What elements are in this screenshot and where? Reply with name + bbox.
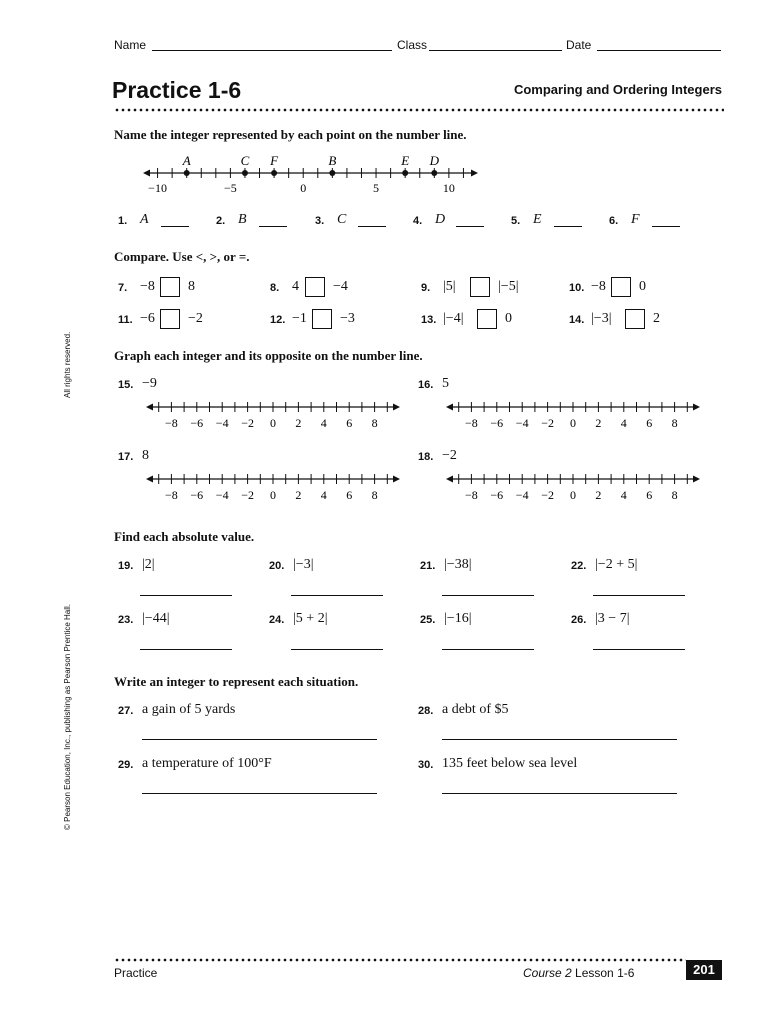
compare-left: |5|: [443, 279, 456, 294]
absolute-value-expression: |−38|: [444, 557, 472, 572]
tick-label: −6: [190, 416, 204, 430]
page-subtitle: Comparing and Ordering Integers: [513, 82, 722, 97]
problem-number: 24.: [269, 614, 285, 626]
problem-number: 29.: [118, 759, 134, 771]
arrow-right-icon: [693, 404, 700, 411]
problem-number: 15.: [118, 379, 134, 391]
compare-right: |−5|: [498, 279, 519, 294]
footer-divider: [114, 958, 686, 962]
problem-number: 13.: [421, 314, 437, 326]
tick-label: 2: [295, 416, 302, 430]
tick-label: 0: [570, 416, 576, 430]
problem-point: B: [238, 212, 247, 227]
answer-blank[interactable]: [142, 739, 377, 740]
page-title: Practice 1-6: [112, 77, 242, 103]
tick-label: 2: [595, 416, 602, 430]
tick-label: −8: [465, 488, 478, 502]
tick-label: −4: [515, 416, 529, 430]
answer-blank[interactable]: [358, 226, 386, 227]
problem-number: 2.: [216, 215, 226, 227]
rights-notice: All rights reserved.: [63, 331, 72, 398]
course-name: Course 2: [523, 966, 572, 980]
tick-label: 6: [646, 488, 653, 502]
title-divider: [114, 108, 724, 112]
tick-label: −2: [241, 416, 254, 430]
compare-box[interactable]: [611, 277, 631, 297]
arrow-left-icon: [146, 476, 153, 483]
absolute-value-expression: |−3|: [293, 557, 314, 572]
point-b: [329, 170, 335, 176]
point-f: [271, 170, 277, 176]
compare-left: −8: [140, 279, 155, 294]
arrow-right-icon: [393, 404, 400, 411]
tick-label: 6: [646, 416, 653, 430]
problem-number: 9.: [421, 282, 431, 294]
point-label: C: [240, 153, 250, 168]
tick-label: 2: [295, 488, 302, 502]
arrow-left-icon: [446, 404, 453, 411]
graph-number-line[interactable]: [142, 470, 404, 504]
tick-label: −8: [165, 416, 178, 430]
point-label: F: [270, 153, 279, 168]
tick-label: 5: [373, 181, 380, 195]
problem-point: F: [631, 212, 640, 227]
tick-label: −2: [241, 488, 254, 502]
problem-number: 19.: [118, 560, 134, 572]
tick-label: 10: [442, 181, 455, 195]
problem-number: 30.: [418, 759, 434, 771]
problem-number: 21.: [420, 560, 436, 572]
class-field[interactable]: [429, 50, 562, 51]
graph-value: −2: [442, 448, 457, 463]
point-d: [431, 170, 437, 176]
point-label: B: [328, 153, 337, 168]
answer-blank[interactable]: [593, 595, 685, 596]
tick-label: 0: [270, 488, 276, 502]
problem-number: 4.: [413, 215, 423, 227]
point-label: E: [401, 153, 410, 168]
answer-blank[interactable]: [291, 595, 383, 596]
number-line-main: [138, 150, 483, 200]
answer-blank[interactable]: [142, 793, 377, 794]
section4-instruction: Find each absolute value.: [114, 529, 255, 544]
problem-number: 10.: [569, 282, 585, 294]
graph-value: −9: [142, 376, 157, 391]
problem-number: 6.: [609, 215, 619, 227]
tick-label: 6: [346, 416, 353, 430]
absolute-value-expression: |−44|: [142, 611, 170, 626]
compare-right: −3: [340, 311, 355, 326]
compare-left: −8: [591, 279, 606, 294]
compare-box[interactable]: [160, 277, 180, 297]
problem-number: 22.: [571, 560, 587, 572]
problem-number: 17.: [118, 451, 134, 463]
graph-value: 5: [442, 376, 449, 391]
problem-number: 8.: [270, 282, 280, 294]
arrow-left-icon: [446, 476, 453, 483]
compare-right: 0: [505, 311, 512, 326]
situation-text: 135 feet below sea level: [442, 756, 578, 771]
problem-number: 3.: [315, 215, 325, 227]
answer-blank[interactable]: [456, 226, 484, 227]
problem-number: 27.: [118, 705, 134, 717]
problem-number: 20.: [269, 560, 285, 572]
problem-point: C: [337, 212, 347, 227]
arrow-right-icon: [471, 170, 478, 177]
compare-right: −4: [333, 279, 348, 294]
section3-instruction: Graph each integer and its opposite on the number line.: [114, 348, 423, 363]
section1-instruction: Name the integer represented by each point on the number line.: [114, 127, 467, 142]
answer-blank[interactable]: [442, 739, 677, 740]
situation-text: a temperature of 100°F: [142, 756, 272, 771]
answer-blank[interactable]: [291, 649, 383, 650]
problem-number: 12.: [270, 314, 286, 326]
point-e: [402, 170, 408, 176]
answer-blank[interactable]: [442, 649, 534, 650]
graph-number-line[interactable]: [142, 398, 404, 432]
footer-label: Practice: [114, 966, 158, 980]
point-c: [242, 170, 248, 176]
tick-label: −6: [190, 488, 204, 502]
absolute-value-expression: |3 − 7|: [595, 611, 630, 626]
absolute-value-expression: |−2 + 5|: [595, 557, 638, 572]
copyright-notice: © Pearson Education, Inc., publishing as Pearson Prentice Hall.: [63, 603, 72, 830]
problem-number: 7.: [118, 282, 128, 294]
compare-right: 8: [188, 279, 195, 294]
tick-label: −6: [490, 488, 504, 502]
section5-instruction: Write an integer to represent each situation.: [114, 674, 359, 689]
tick-label: 8: [671, 488, 678, 502]
compare-box[interactable]: [305, 277, 325, 297]
compare-box[interactable]: [470, 277, 490, 297]
compare-left: |−3|: [591, 311, 612, 326]
tick-label: 0: [570, 488, 576, 502]
tick-label: −2: [541, 416, 554, 430]
problem-number: 16.: [418, 379, 434, 391]
problem-point: D: [435, 212, 446, 227]
arrow-left-icon: [146, 404, 153, 411]
point-a: [184, 170, 190, 176]
answer-blank[interactable]: [140, 595, 232, 596]
tick-label: 0: [300, 181, 307, 195]
compare-right: 2: [653, 311, 660, 326]
graph-number-line[interactable]: [442, 398, 704, 432]
compare-box[interactable]: [160, 309, 180, 329]
tick-label: 4: [320, 488, 327, 502]
answer-blank[interactable]: [593, 649, 685, 650]
tick-label: 6: [346, 488, 353, 502]
section2-instruction: Compare. Use <, >, or =.: [114, 249, 250, 264]
situation-text: a gain of 5 yards: [142, 702, 236, 717]
arrow-right-icon: [393, 476, 400, 483]
answer-blank[interactable]: [259, 226, 287, 227]
name-field[interactable]: [152, 50, 392, 51]
point-label: A: [182, 153, 191, 168]
problem-number: 5.: [511, 215, 521, 227]
name-label: Name: [114, 38, 147, 52]
tick-label: −8: [465, 416, 478, 430]
graph-value: 8: [142, 448, 149, 463]
tick-label: 4: [620, 488, 627, 502]
problem-number: 28.: [418, 705, 434, 717]
tick-label: 4: [620, 416, 627, 430]
compare-right: 0: [639, 279, 646, 294]
compare-left: −1: [292, 311, 307, 326]
compare-box[interactable]: [477, 309, 497, 329]
tick-label: 8: [671, 416, 678, 430]
situation-text: a debt of $5: [442, 702, 509, 717]
answer-blank[interactable]: [140, 649, 232, 650]
tick-label: −8: [165, 488, 178, 502]
tick-label: 8: [371, 488, 378, 502]
date-field[interactable]: [597, 50, 721, 51]
problem-number: 25.: [420, 614, 436, 626]
tick-label: −4: [215, 416, 229, 430]
answer-blank[interactable]: [652, 226, 680, 227]
compare-left: |−4|: [443, 311, 464, 326]
class-label: Class: [397, 38, 428, 52]
compare-left: 4: [292, 279, 299, 294]
problem-number: 23.: [118, 614, 134, 626]
answer-blank[interactable]: [442, 793, 677, 794]
arrow-right-icon: [693, 476, 700, 483]
problem-number: 11.: [118, 314, 133, 326]
absolute-value-expression: |5 + 2|: [293, 611, 328, 626]
tick-label: 2: [595, 488, 602, 502]
answer-blank[interactable]: [554, 226, 582, 227]
lesson-label: Lesson 1-6: [571, 966, 635, 980]
problem-number: 1.: [118, 215, 128, 227]
tick-label: −5: [224, 181, 237, 195]
tick-label: −10: [148, 181, 167, 195]
compare-left: −6: [140, 311, 155, 326]
compare-box[interactable]: [625, 309, 645, 329]
arrow-left-icon: [143, 170, 150, 177]
answer-blank[interactable]: [442, 595, 534, 596]
graph-number-line[interactable]: [442, 470, 704, 504]
tick-label: 8: [371, 416, 378, 430]
tick-label: −4: [215, 488, 229, 502]
compare-box[interactable]: [312, 309, 332, 329]
compare-right: −2: [188, 311, 203, 326]
footer-course: [523, 966, 634, 980]
problem-number: 26.: [571, 614, 587, 626]
page-number: 201: [686, 960, 722, 980]
problem-number: 14.: [569, 314, 585, 326]
tick-label: −6: [490, 416, 504, 430]
date-label: Date: [566, 38, 592, 52]
problem-point: A: [140, 212, 149, 227]
problem-number: 18.: [418, 451, 434, 463]
tick-label: 0: [270, 416, 276, 430]
absolute-value-expression: |−16|: [444, 611, 472, 626]
absolute-value-expression: |2|: [142, 557, 155, 572]
tick-label: −4: [515, 488, 529, 502]
problem-point: E: [533, 212, 542, 227]
point-label: D: [429, 153, 439, 168]
tick-label: −2: [541, 488, 554, 502]
answer-blank[interactable]: [161, 226, 189, 227]
tick-label: 4: [320, 416, 327, 430]
